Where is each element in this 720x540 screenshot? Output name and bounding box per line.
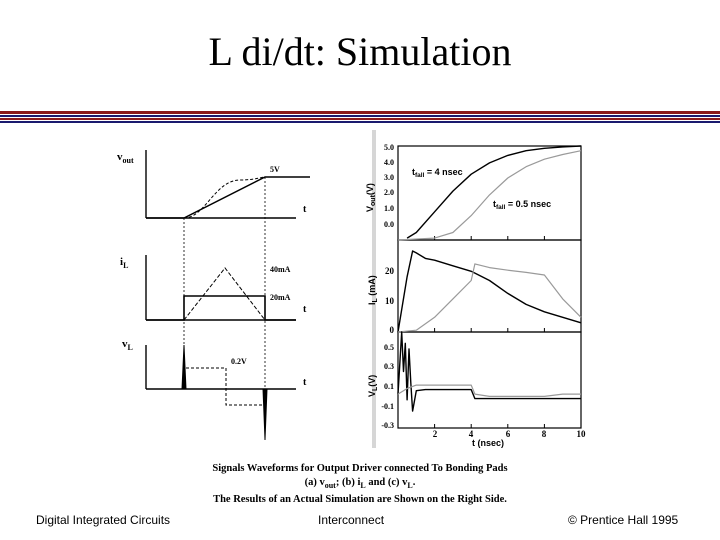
il-t-label: t bbox=[303, 304, 307, 315]
il-ytick: 0 bbox=[389, 325, 394, 335]
x-tick: 8 bbox=[541, 429, 547, 439]
plot-curves bbox=[398, 146, 581, 411]
tfall-0.5ns-annotation: $t_{fall} = 0.5$ nsec bbox=[493, 199, 552, 211]
footer-topic: Interconnect bbox=[318, 513, 385, 527]
x-tick: 4 bbox=[468, 429, 474, 439]
x-tick: 10 bbox=[576, 429, 586, 439]
vl-ytick: 0.1 bbox=[384, 382, 394, 391]
vl-t-label: t bbox=[303, 377, 307, 388]
vout-ytick: 4.0 bbox=[384, 158, 394, 167]
vl-plot-frame bbox=[398, 332, 581, 428]
il-series-gray bbox=[398, 264, 581, 332]
slide-title: L di/dt: Simulation bbox=[208, 29, 512, 74]
tfall-4ns-annotation: $t_{fall} = 4$ nsec bbox=[412, 167, 463, 179]
vout-ytick: 2.0 bbox=[384, 188, 394, 197]
vl-ylabel: $V_L(V)$ bbox=[367, 374, 379, 397]
x-axis-label: t (nsec) bbox=[471, 438, 505, 448]
vout-ytick: 5.0 bbox=[384, 143, 394, 152]
vl-series-gray bbox=[398, 385, 581, 396]
vl-axis-label: $v_L$ bbox=[122, 338, 133, 352]
il-ytick: 10 bbox=[385, 296, 394, 306]
x-tick: 6 bbox=[505, 429, 511, 439]
vout-level-label: 5V bbox=[270, 165, 280, 174]
vl-ytick: 0.5 bbox=[384, 343, 394, 352]
vout-t-label: t bbox=[303, 204, 307, 215]
vout-ylabel: $V_{out}(V)$ bbox=[365, 183, 377, 212]
caption-line-3: The Results of an Actual Simulation are Shown on the Right Side. bbox=[213, 494, 507, 506]
il-axis-label: $i_L$ bbox=[120, 256, 129, 270]
vout-ytick: 3.0 bbox=[384, 173, 394, 182]
vl-level-label: 0.2V bbox=[231, 357, 247, 366]
il-ylabel: $I_L$ (mA) bbox=[367, 275, 379, 305]
vout-ytick: 0.0 bbox=[384, 220, 394, 229]
figure-caption bbox=[150, 462, 570, 507]
vout-plot-frame bbox=[398, 146, 581, 240]
footer-course: Digital Integrated Circuits bbox=[36, 513, 171, 527]
vout-series-gray bbox=[398, 151, 581, 240]
il-ytick: 20 bbox=[385, 266, 394, 276]
vout-series-black bbox=[407, 146, 581, 238]
vl-ytick: -0.1 bbox=[381, 402, 394, 411]
vout-axis-label: $v_{out}$ bbox=[117, 151, 134, 165]
il-peak-label: 40mA bbox=[270, 265, 291, 274]
vl-ytick: 0.3 bbox=[384, 362, 394, 371]
vl-ytick: -0.3 bbox=[381, 421, 394, 430]
vl-series-black bbox=[398, 332, 581, 411]
caption-line-1: Signals Waveforms for Output Driver connected To Bonding Pads bbox=[212, 463, 508, 474]
vout-ytick: 1.0 bbox=[384, 204, 394, 213]
caption-line-2: (a) $v_{out}$; (b) $i_L$ and (c) $v_L$. bbox=[304, 477, 416, 491]
il-level-label: 20mA bbox=[270, 293, 291, 302]
x-tick: 2 bbox=[432, 429, 438, 439]
footer-copyright: © Prentice Hall 1995 bbox=[568, 513, 679, 527]
il-series-black bbox=[398, 251, 581, 332]
